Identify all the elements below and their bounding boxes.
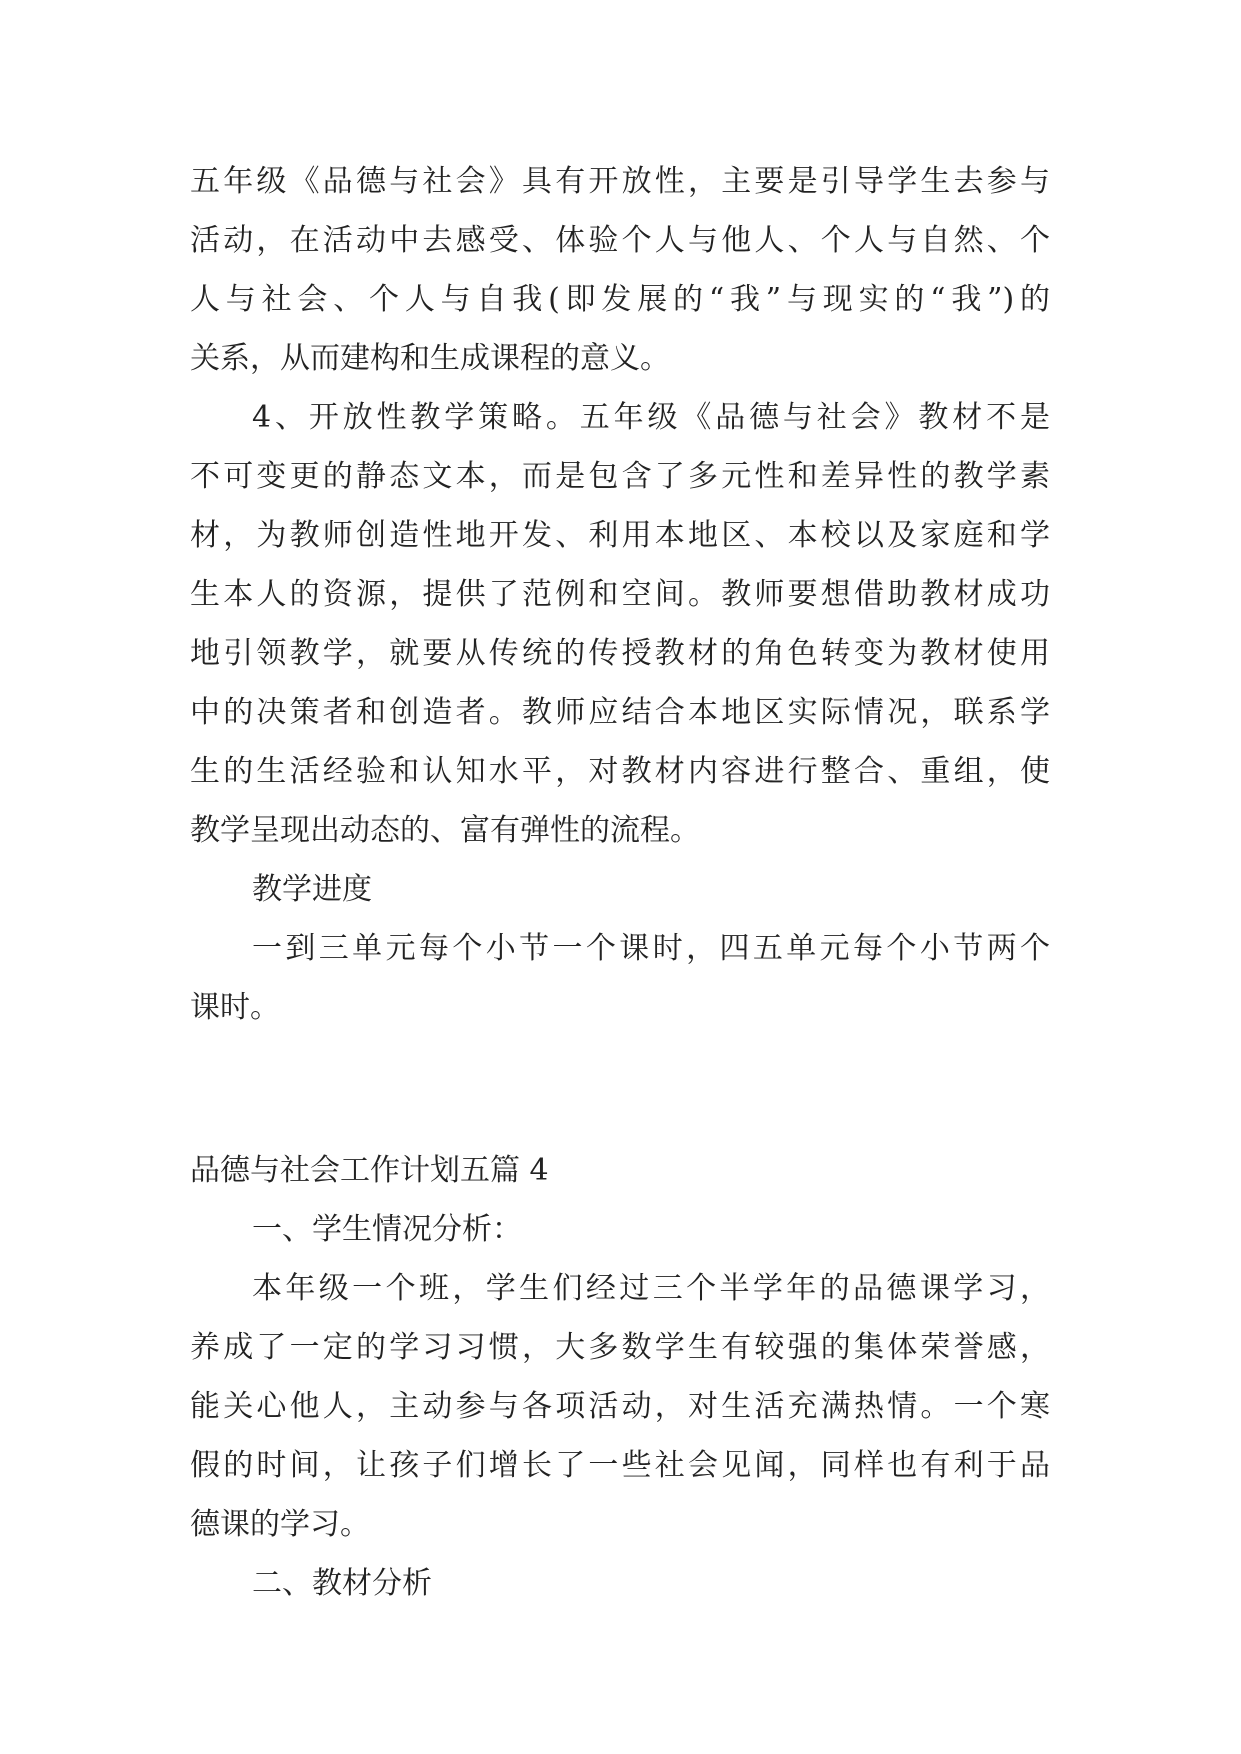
document-body: [190, 152, 1050, 1613]
text-line: 假的时间，让孩子们增长了一些社会见闻，同样也有利于品: [190, 1448, 1050, 1483]
text-line: 五年级《品德与社会》具有开放性，主要是引导学生去参与: [190, 164, 1050, 199]
text-line: 一到三单元每个小节一个课时，四五单元每个小节两个: [252, 931, 1050, 966]
text-line: 中的决策者和创造者。教师应结合本地区实际情况，联系学: [190, 695, 1050, 730]
text-line: 材，为教师创造性地开发、利用本地区、本校以及家庭和学: [190, 518, 1050, 553]
section-title: 品德与社会工作计划五篇 4: [190, 1153, 549, 1188]
text-line: 课时。: [190, 990, 280, 1025]
paragraph-class-hours: [190, 919, 1050, 1037]
text-line: 养成了一定的学习习惯，大多数学生有较强的集体荣誉感，: [190, 1330, 1050, 1365]
text-line: 能关心他人，主动参与各项活动，对生活充满热情。一个寒: [190, 1389, 1050, 1424]
text-line: 不可变更的静态文本，而是包含了多元性和差异性的教学素: [190, 459, 1050, 494]
paragraph-open-nature: [190, 152, 1050, 388]
subheading-teaching-progress: 教学进度: [252, 872, 372, 907]
text-line: 关系，从而建构和生成课程的意义。: [190, 341, 670, 376]
text-line: 人与社会、个人与自我(即发展的“我”与现实的“我”)的: [190, 282, 1050, 317]
text-line: 4、开放性教学策略。五年级《品德与社会》教材不是: [252, 400, 1050, 435]
text-line: 地引领教学，就要从传统的传授教材的角色转变为教材使用: [190, 636, 1050, 671]
section-spacer: [190, 1037, 1050, 1141]
text-line: 教学呈现出动态的、富有弹性的流程。: [190, 813, 700, 848]
text-line: 德课的学习。: [190, 1507, 370, 1542]
paragraph-teaching-strategy: [190, 388, 1050, 860]
subheading-student-analysis: 一、学生情况分析：: [252, 1212, 522, 1247]
text-line: 本年级一个班，学生们经过三个半学年的品德课学习，: [252, 1271, 1050, 1306]
paragraph-student-analysis: [190, 1259, 1050, 1554]
subheading-materials-analysis: 二、教材分析: [252, 1566, 432, 1601]
text-line: 活动，在活动中去感受、体验个人与他人、个人与自然、个: [190, 223, 1050, 258]
text-line: 生本人的资源，提供了范例和空间。教师要想借助教材成功: [190, 577, 1050, 612]
text-line: 生的生活经验和认知水平，对教材内容进行整合、重组，使: [190, 754, 1050, 789]
